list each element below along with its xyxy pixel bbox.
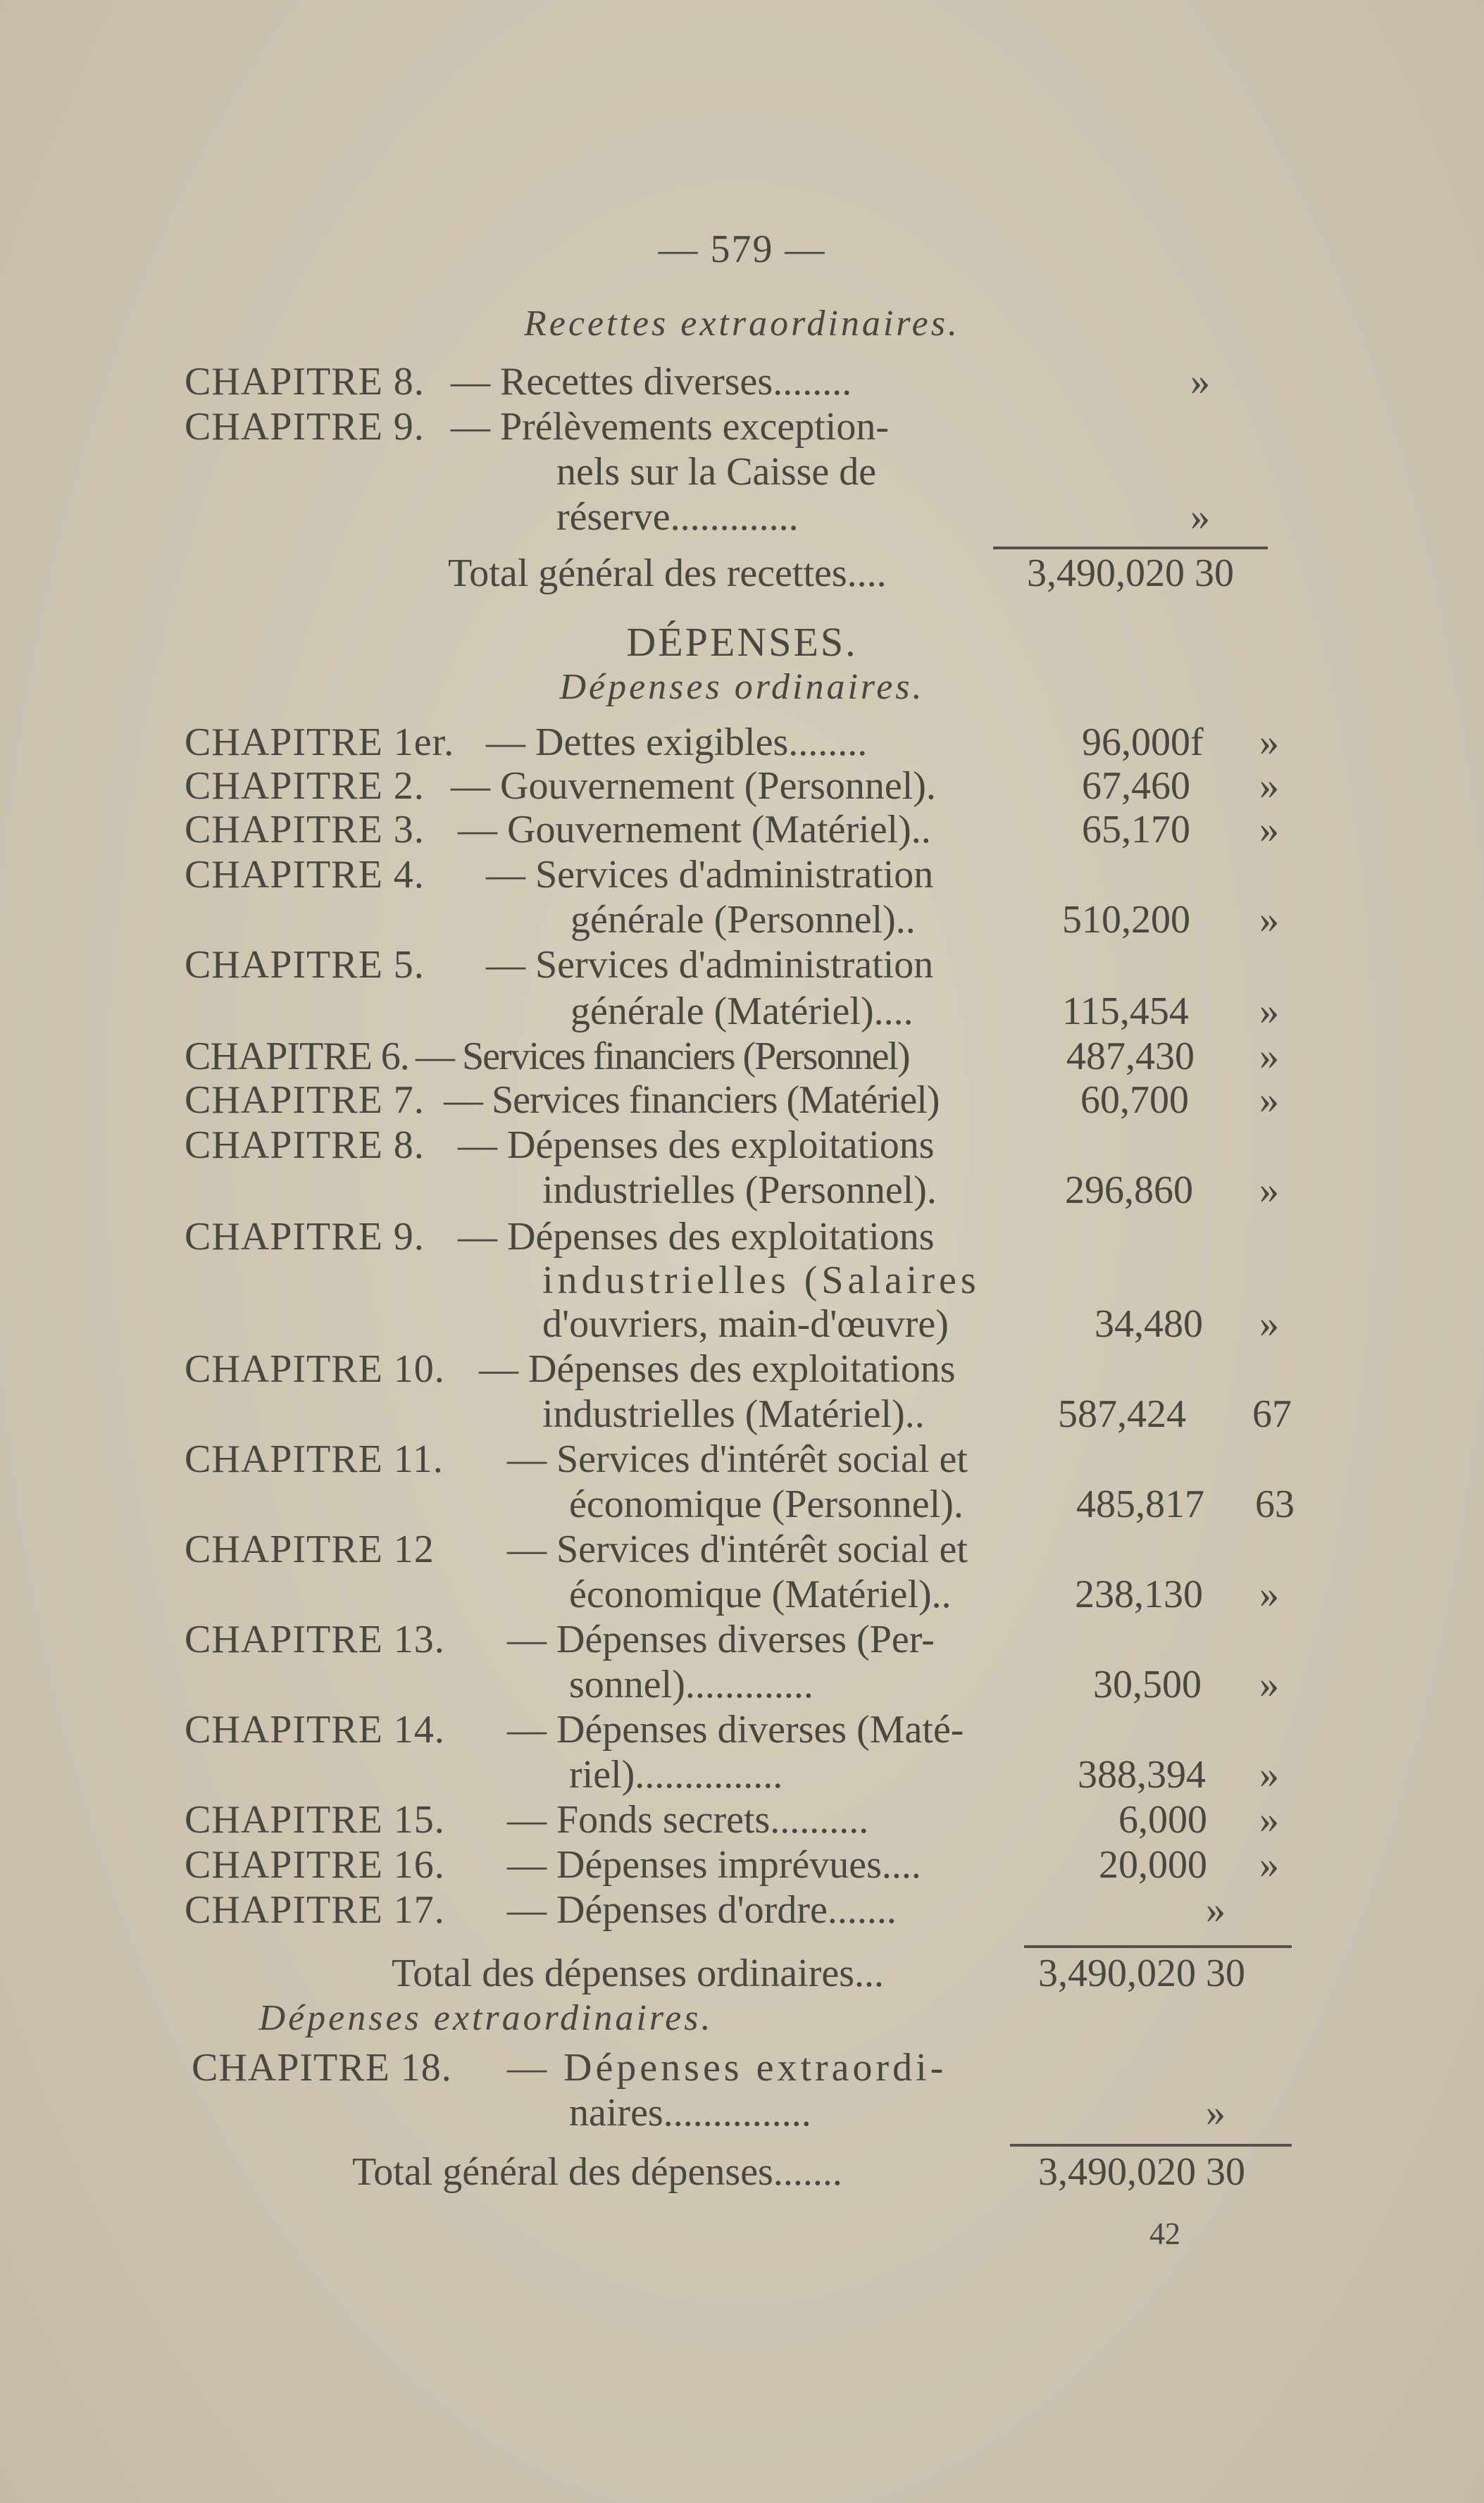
- expense-desc: générale (Personnel)..: [570, 898, 916, 942]
- expense-amount: 65,170: [1082, 808, 1190, 851]
- expense-chapter: CHAPITRE 5.: [185, 943, 425, 987]
- receipts-total-amount: 3,490,020 30: [1027, 551, 1234, 595]
- receipts-section-title: Recettes extraordinaires.: [524, 304, 960, 344]
- expense-desc: industrielles (Matériel)..: [542, 1392, 925, 1436]
- receipt-amount: »: [1190, 360, 1210, 404]
- receipts-total-label: Total général des recettes....: [448, 551, 887, 595]
- expense-amount: 34,480: [1095, 1302, 1203, 1346]
- receipt-chapter: CHAPITRE 9.: [185, 405, 425, 449]
- ordinary-expenses-title: Dépenses ordinaires.: [559, 667, 925, 707]
- total-rule: [1010, 2144, 1292, 2147]
- expense-amount: 296,860: [1065, 1168, 1193, 1212]
- expense-desc: industrielles (Personnel).: [542, 1168, 937, 1212]
- grand-total-label: Total général des dépenses.......: [352, 2150, 842, 2194]
- expenses-heading: DÉPENSES.: [626, 619, 858, 665]
- page-folio: — 579 —: [658, 227, 826, 271]
- expense-chapter: CHAPITRE 9.: [185, 1215, 425, 1259]
- expense-chapter: CHAPITRE 12: [185, 1528, 435, 1571]
- receipt-chapter: CHAPITRE 8.: [185, 360, 425, 404]
- expense-amount: 510,200: [1062, 898, 1190, 942]
- expense-desc: d'ouvriers, main-d'œuvre): [542, 1302, 949, 1346]
- expense-amount: 60,700: [1080, 1078, 1189, 1122]
- expense-desc: — Services financiers (Matériel): [444, 1078, 940, 1122]
- expense-chapter: CHAPITRE 2.: [185, 764, 425, 808]
- expense-desc: économique (Matériel)..: [569, 1573, 952, 1616]
- expense-desc: — Services d'intérêt social et: [507, 1437, 968, 1481]
- expense-desc: — Dépenses imprévues....: [507, 1843, 921, 1887]
- grand-total-amount: 3,490,020 30: [1038, 2150, 1245, 2194]
- expense-desc: — Dépenses des exploitations: [458, 1215, 935, 1259]
- expense-chapter: CHAPITRE 10.: [185, 1347, 445, 1391]
- expense-chapter: CHAPITRE 15.: [185, 1798, 445, 1842]
- expense-desc: — Dépenses diverses (Maté-: [507, 1708, 964, 1752]
- expense-desc: — Services d'intérêt social et: [507, 1528, 968, 1571]
- expense-desc: riel)...............: [569, 1753, 783, 1797]
- expense-amount: 238,130: [1075, 1573, 1203, 1616]
- receipt-amount: »: [1190, 495, 1210, 539]
- expense-desc: — Services d'administration: [486, 943, 934, 987]
- expense-chapter: CHAPITRE 13.: [185, 1618, 445, 1661]
- expense-chapter: CHAPITRE 3.: [185, 808, 425, 851]
- ordinary-total-amount: 3,490,020 30: [1038, 1952, 1245, 1995]
- expense-desc: — Dettes exigibles........: [486, 720, 868, 764]
- expense-desc: — Dépenses des exploitations: [479, 1347, 956, 1391]
- expense-amount: 485,817: [1076, 1483, 1204, 1526]
- expense-cents: »: [1259, 1663, 1279, 1706]
- expense-chapter: CHAPITRE 11.: [185, 1437, 444, 1481]
- total-rule: [1024, 1945, 1292, 1948]
- receipt-desc: réserve.............: [556, 495, 799, 539]
- expense-desc: — Fonds secrets..........: [507, 1798, 869, 1842]
- expense-desc: sonnel).............: [569, 1663, 813, 1706]
- expense-chapter: CHAPITRE 4.: [185, 853, 425, 897]
- receipt-desc: nels sur la Caisse de: [556, 450, 877, 494]
- expense-chapter: CHAPITRE 7.: [185, 1078, 425, 1122]
- expense-desc: — Dépenses extraordi-: [507, 2046, 947, 2090]
- expense-cents: »: [1259, 1078, 1279, 1122]
- expense-cents: 63: [1255, 1483, 1295, 1526]
- expense-cents: »: [1259, 808, 1279, 851]
- expense-amount: 20,000: [1099, 1843, 1207, 1887]
- expense-desc: — Services d'administration: [486, 853, 934, 897]
- expense-desc: — Gouvernement (Matériel)..: [458, 808, 931, 851]
- expense-desc: industrielles (Salaires: [542, 1259, 980, 1302]
- receipt-desc: — Prélèvements exception-: [451, 405, 890, 449]
- expense-amount: 587,424: [1058, 1392, 1186, 1436]
- expense-amount: 30,500: [1093, 1663, 1202, 1706]
- expense-chapter: CHAPITRE 16.: [185, 1843, 445, 1887]
- expense-desc: naires...............: [569, 2091, 811, 2135]
- receipt-desc: — Recettes diverses........: [451, 360, 852, 404]
- expense-desc: — Dépenses diverses (Per-: [507, 1618, 935, 1661]
- extraordinary-expenses-title: Dépenses extraordinaires.: [258, 1998, 713, 2038]
- ordinary-total-label: Total des dépenses ordinaires...: [392, 1952, 884, 1995]
- expense-chapter: CHAPITRE 6.: [185, 1035, 409, 1078]
- expense-amount: 67,460: [1082, 764, 1190, 808]
- expense-chapter: CHAPITRE 1er.: [185, 720, 455, 764]
- expense-cents: »: [1259, 990, 1279, 1033]
- expense-cents: 67: [1252, 1392, 1292, 1436]
- expense-amount: 96,000f: [1082, 720, 1204, 764]
- expense-cents: »: [1259, 764, 1279, 808]
- expense-chapter: CHAPITRE 14.: [185, 1708, 445, 1752]
- expense-chapter: CHAPITRE 18.: [192, 2046, 452, 2090]
- expense-desc: — Services financiers (Personnel): [416, 1035, 909, 1078]
- expense-cents: »: [1259, 1573, 1279, 1616]
- expense-desc: — Dépenses d'ordre.......: [507, 1888, 897, 1932]
- expense-chapter: CHAPITRE 8.: [185, 1123, 425, 1167]
- expense-amount: 6,000: [1118, 1798, 1207, 1842]
- expense-cents: »: [1259, 1168, 1279, 1212]
- expense-amount: »: [1206, 1888, 1226, 1932]
- expense-desc: générale (Matériel)....: [570, 990, 914, 1033]
- expense-cents: »: [1259, 1753, 1279, 1797]
- expense-amount: 487,430: [1066, 1035, 1195, 1078]
- expense-desc: économique (Personnel).: [569, 1483, 964, 1526]
- expense-desc: — Dépenses des exploitations: [458, 1123, 935, 1167]
- expense-cents: »: [1259, 1843, 1279, 1887]
- expense-cents: »: [1259, 898, 1279, 942]
- expense-amount: »: [1206, 2091, 1226, 2135]
- expense-chapter: CHAPITRE 17.: [185, 1888, 445, 1932]
- expense-desc: — Gouvernement (Personnel).: [451, 764, 936, 808]
- expense-amount: 115,454: [1062, 990, 1189, 1033]
- expense-cents: »: [1259, 1798, 1279, 1842]
- expense-cents: »: [1259, 1302, 1279, 1346]
- total-rule: [993, 547, 1268, 549]
- expense-amount: 388,394: [1078, 1753, 1206, 1797]
- expense-cents: »: [1259, 720, 1279, 764]
- expense-cents: »: [1259, 1035, 1279, 1078]
- signature-mark: 42: [1149, 2216, 1180, 2251]
